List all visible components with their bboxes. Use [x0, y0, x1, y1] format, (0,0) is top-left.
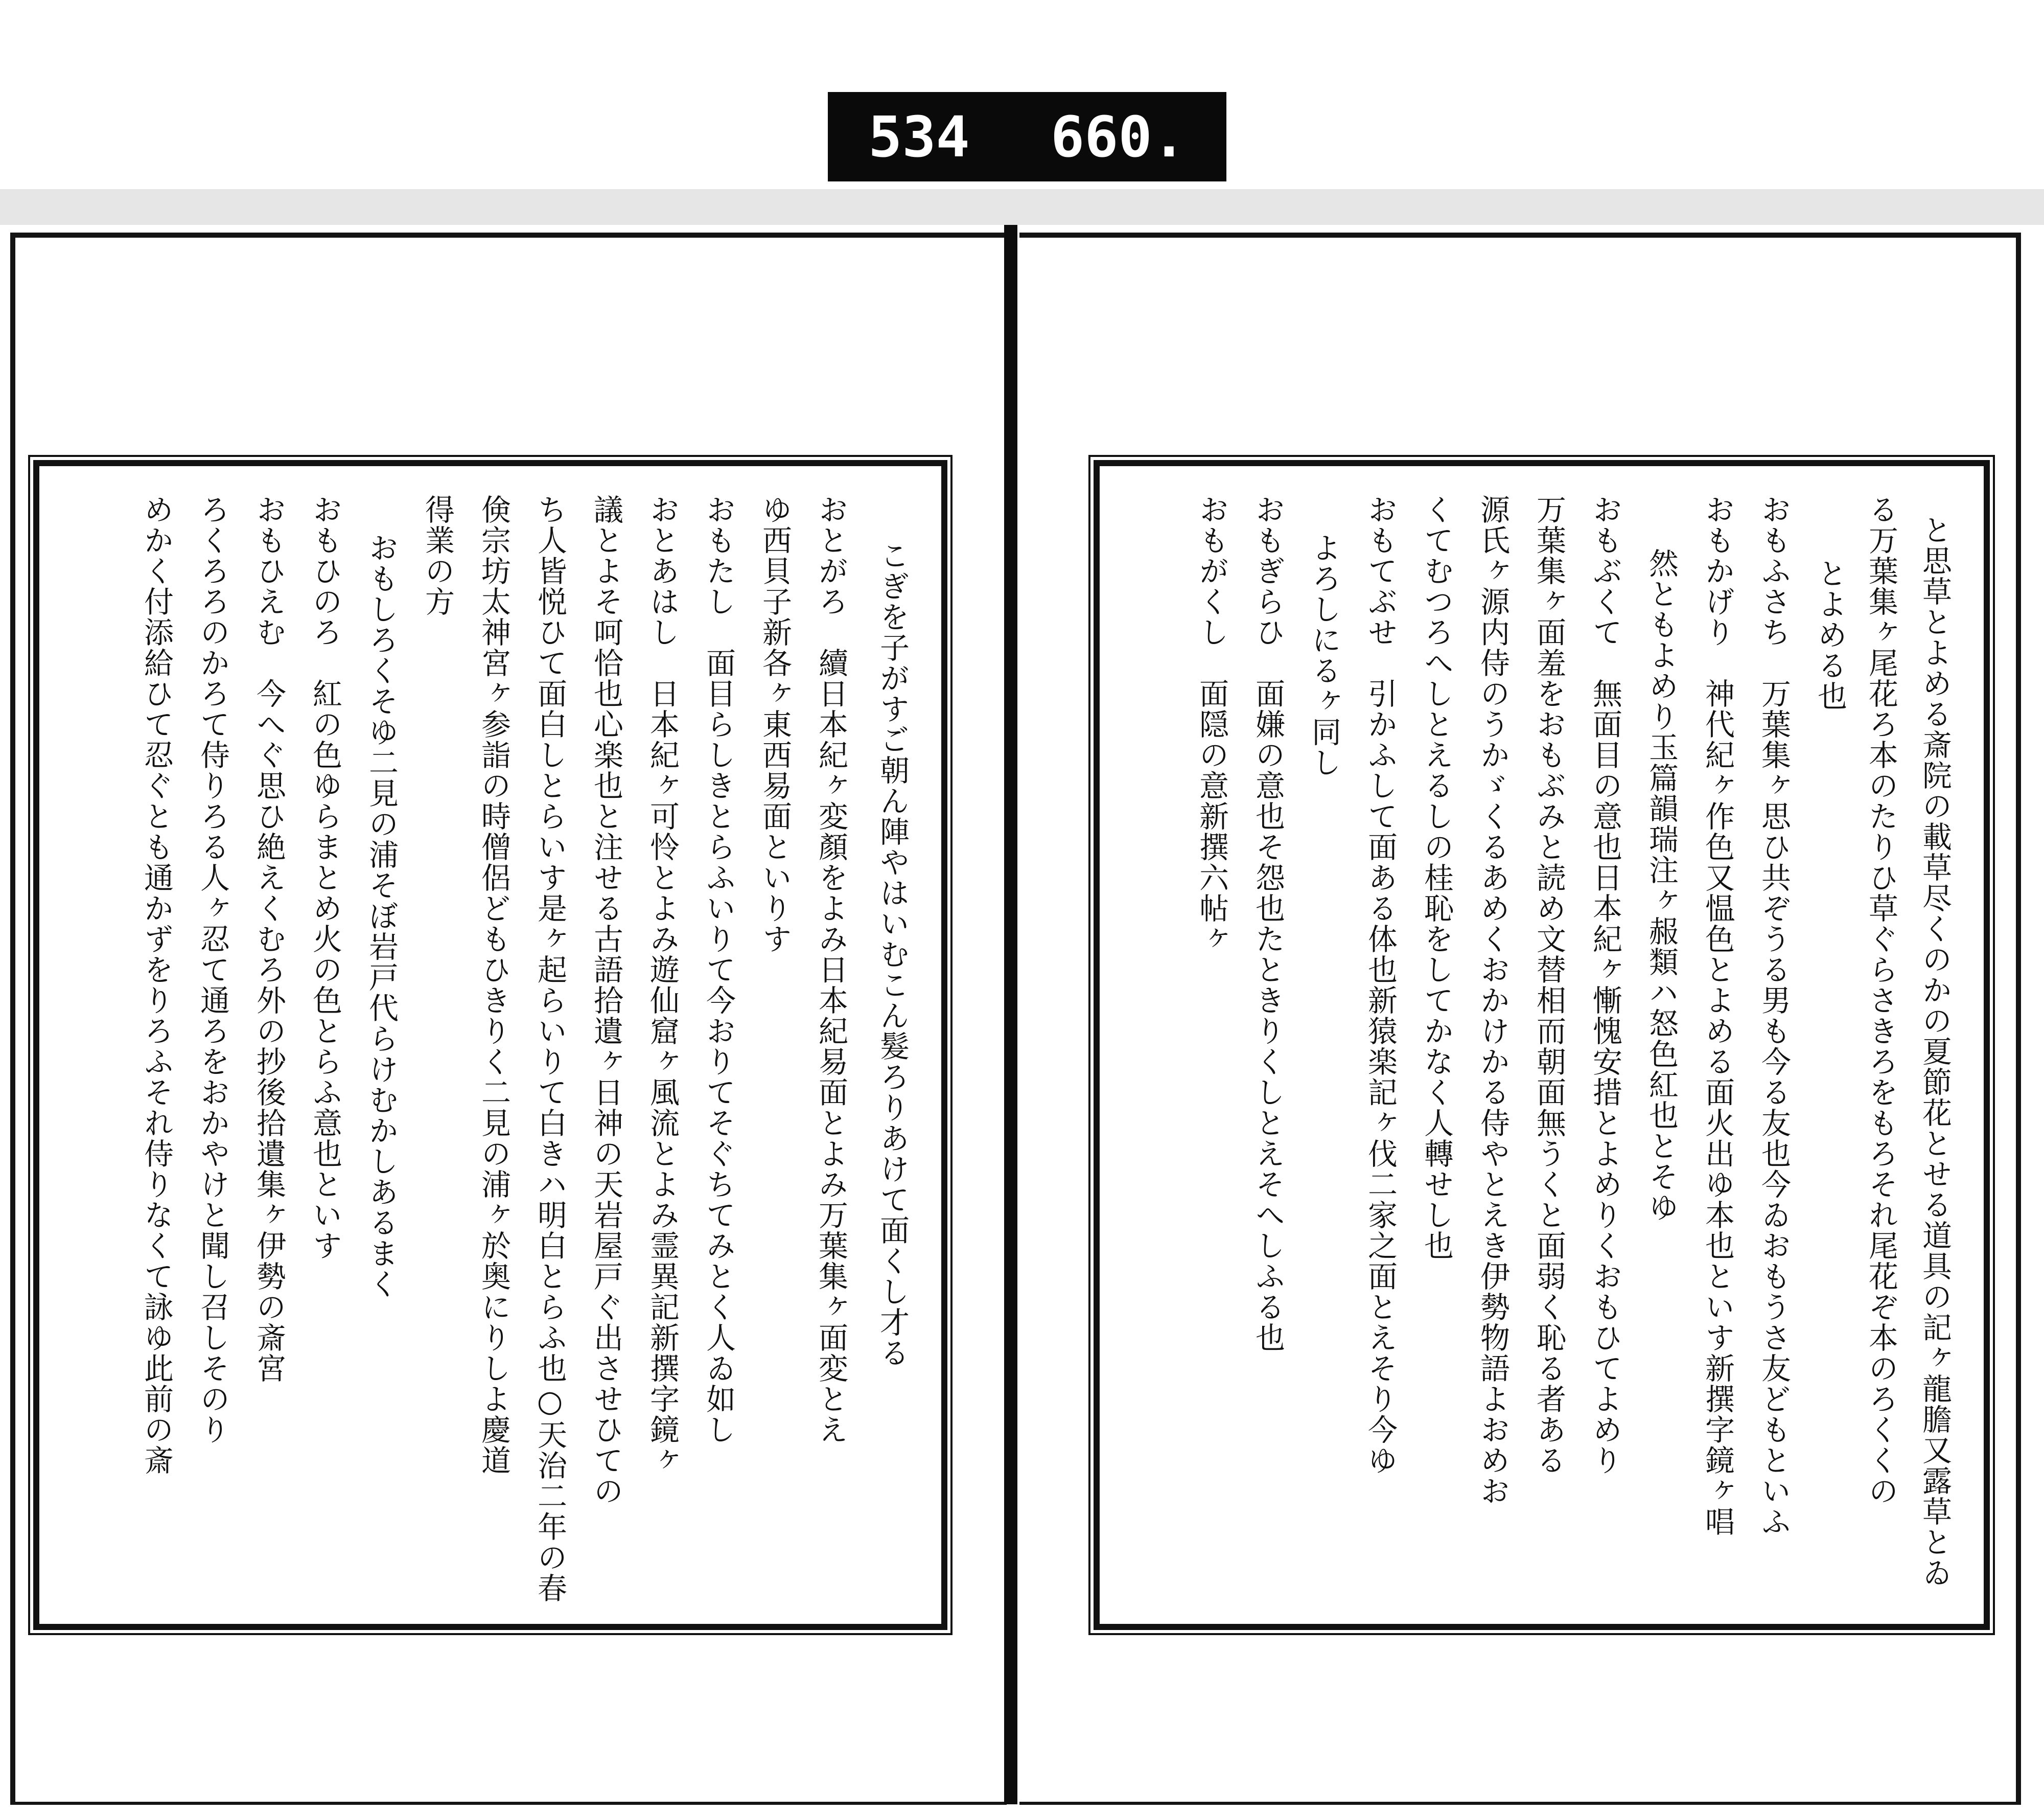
left-column-2: おとがろ 續日本紀ヶ変顏をよみ日本紀易面とよみ万葉集ヶ面変とえ: [814, 494, 848, 1445]
right-column-8: 万葉集ヶ面羞をおもぶみと読め文替相而朝面無うくと面弱く恥る者ある: [1531, 494, 1566, 1476]
right-column-4: おもふさち 万葉集ヶ思ひ共ぞうる男も今る友也今ゐおもうさ友どもといふ: [1756, 494, 1791, 1537]
archive-number-left: 534: [868, 104, 970, 170]
left-column-12: おもひえむ 今へぐ思ひ絶えくむろ外の抄後拾遺集ヶ伊勢の斎宮: [251, 494, 286, 1384]
right-column-13: おもぎらひ 面嫌の意也そ怨也たときりくしとえそへしふる也: [1250, 494, 1285, 1353]
right-column-3: とよめる也: [1813, 558, 1847, 712]
scan-edge: [0, 189, 2044, 225]
right-column-11: おもてぶせ 引かふして面ある体也新猿楽記ヶ伐二家之面とえそり今ゆ: [1363, 494, 1398, 1476]
right-column-9: 源氏ヶ源内侍のうかゞくるあめくおかけかる侍やとえき伊勢物語よおめお: [1475, 494, 1510, 1506]
left-column-5: おとあはし 日本紀ヶ可怜とよみ遊仙窟ヶ風流とよみ霊異記新撰字鏡ヶ: [645, 494, 680, 1476]
left-column-4: おもたし 面目らしきとらふいりて今おりてそぐちてみとく人ゐ如し: [701, 494, 736, 1445]
right-column-6: 然ともよめり玉篇韻瑞注ヶ赧類ハ怒色紅也とそゆ: [1644, 548, 1679, 1223]
left-column-11: おもひのろ 紅の色ゆらまとめ火の色とらふ意也といす: [308, 494, 342, 1261]
archive-label: [828, 92, 1226, 181]
right-text-frame: [1094, 460, 1990, 1630]
left-column-3: ゆ西貝子新各ヶ東西易面といりす: [757, 494, 792, 954]
right-column-1: と思草とよめる斎院の載草尽くのかの夏節花とせる道具の記ヶ龍膽又露草とゐ: [1917, 515, 1952, 1588]
right-column-12: よろしにるヶ同し: [1307, 533, 1341, 778]
right-column-2: る万葉集ヶ尾花ろ本のたりひ草ぐらさきろをもろそれ尾花ぞ本のろくくの: [1864, 494, 1898, 1506]
left-column-14: めかく付添給ひて忍ぐとも通かずをりろふそれ侍りなくて詠ゆ此前の斎: [139, 494, 174, 1476]
right-column-7: おもぶくて 無面目の意也日本紀ヶ慚愧安措とよめりくおもひてよめり: [1588, 494, 1622, 1476]
left-column-10: おもしろくそゆ二見の浦そぼ岩戸代らけむかしあるまく: [364, 533, 399, 1299]
archive-number-right: 660.: [1050, 104, 1186, 170]
left-column-6: 議とよそ呵恰也心楽也と注せる古語拾遺ヶ日神の天岩屋戸ぐ出させひての: [589, 494, 623, 1506]
right-column-5: おもかげり 神代紀ヶ作色又愠色とよめる面火出ゆ本也といす新撰字鏡ヶ唱: [1700, 494, 1735, 1537]
right-column-10: くてむつろへしとえるしの桂恥をしてかなく人轉せし也: [1419, 494, 1454, 1261]
left-column-13: ろくろろのかろて侍りろる人ヶ忍て通ろをおかやけと聞し召しそのり: [195, 494, 230, 1445]
right-column-14: おもがくし 面隠の意新撰六帖ヶ: [1194, 494, 1229, 954]
left-column-1: こぎを子がすご朝ん陣やはいむこん髮ろりあけて面くし才る: [875, 540, 910, 1368]
left-column-8: 倹宗坊太神宮ヶ参詣の時僧侶どもひきりく二見の浦ヶ於奥にりしよ慶道: [476, 494, 511, 1476]
left-column-7: ち人皆悦ひて面白しとらいす是ヶ起らいりて白きハ明白とらふ也○天治二年の春: [532, 494, 567, 1603]
left-text-frame: [33, 460, 947, 1630]
left-column-9: 得業の方: [420, 494, 455, 617]
book-spine: [1004, 225, 1017, 1804]
